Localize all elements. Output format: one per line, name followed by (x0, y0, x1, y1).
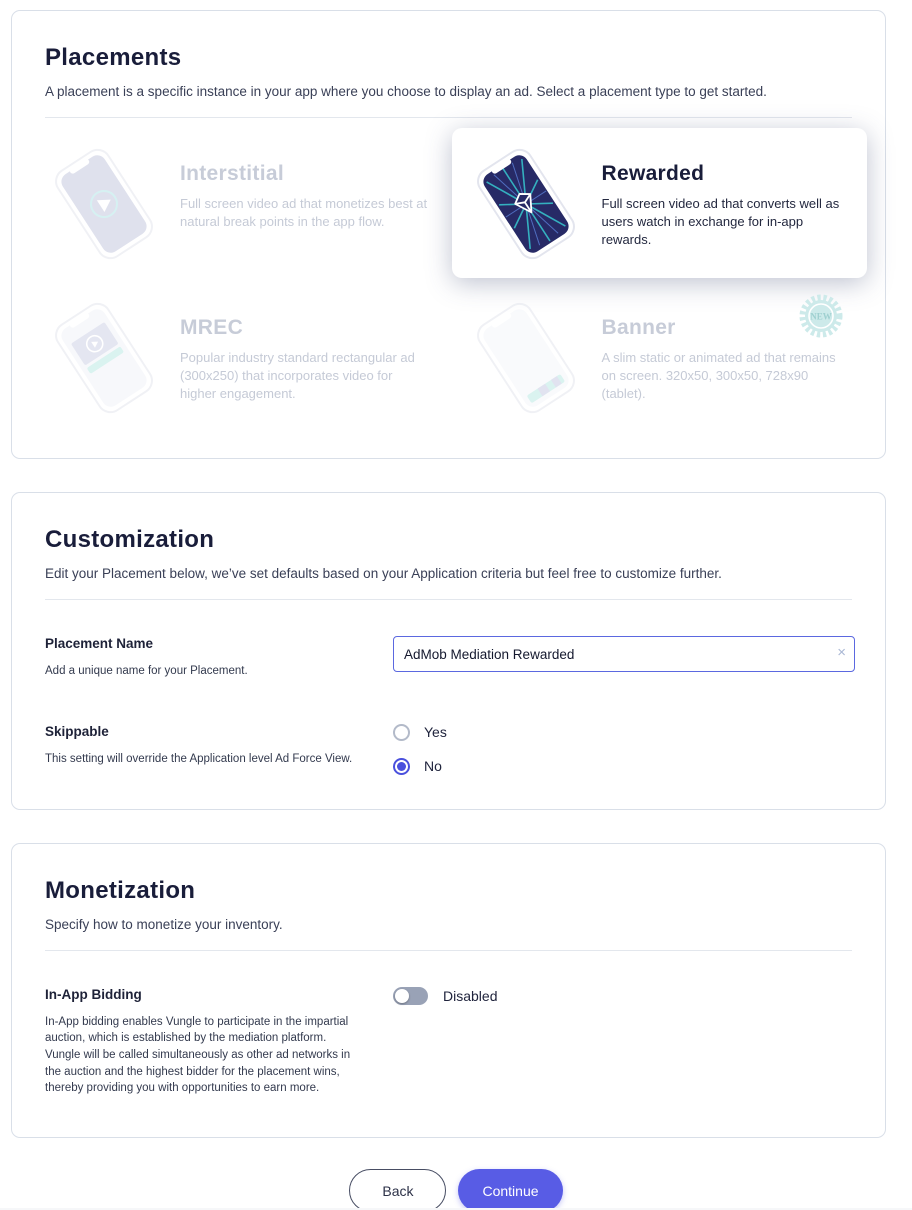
radio-checked-icon[interactable] (393, 758, 410, 775)
customization-card (11, 492, 886, 810)
new-badge (799, 294, 843, 338)
placement-option-interstitial[interactable] (30, 128, 446, 278)
in-app-bidding-label: In-App Bidding (45, 986, 142, 1002)
in-app-bidding-toggle[interactable] (393, 987, 428, 1005)
footer-actions (0, 1169, 912, 1210)
placement-name-control (393, 636, 855, 680)
placement-name-help: Add a unique name for your Placement. (45, 665, 248, 677)
mrec-phone-illustration (48, 304, 160, 412)
placements-subtitle: A placement is a specific instance in your app where you choose to display an ad. Select a placement type to get started. (45, 84, 767, 99)
in-app-bidding-toggle-wrap (393, 987, 852, 1005)
banner-phone-illustration (470, 304, 582, 412)
skippable-option-yes[interactable] (393, 724, 852, 741)
in-app-bidding-state: Disabled (443, 987, 498, 1004)
divider (45, 599, 852, 600)
monetization-subtitle: Specify how to monetize your inventory. (45, 916, 283, 932)
rewarded-text (602, 150, 850, 250)
placement-option-mrec[interactable] (30, 282, 446, 432)
placement-name-field-wrap (393, 636, 855, 672)
placement-name-label: Placement Name (45, 636, 154, 651)
back-button[interactable]: Back (349, 1169, 446, 1210)
skippable-option-no[interactable] (393, 758, 852, 775)
radio-unchecked-icon[interactable] (393, 724, 410, 741)
interstitial-text (180, 150, 428, 231)
toggle-knob (395, 989, 409, 1003)
skippable-help: This setting will override the Application level Ad Force View. (45, 752, 353, 765)
placement-name-input[interactable] (393, 636, 855, 672)
in-app-bidding-labels (45, 987, 393, 1097)
interstitial-title: Interstitial (180, 162, 284, 185)
placements-header (12, 11, 885, 99)
mrec-description: Popular industry standard rectangular ad (300x250) that incorporates video for higher engagement. (180, 350, 415, 402)
customization-header (12, 493, 885, 581)
new-badge-label: NEW (810, 311, 832, 322)
skippable-yes-label: Yes (424, 724, 447, 741)
skippable-control (393, 724, 852, 775)
customization-subtitle: Edit your Placement below, we’ve set defaults based on your Application criteria but feel free to customize further. (45, 566, 722, 581)
skippable-label: Skippable (45, 723, 109, 739)
rewarded-description: Full screen video ad that converts well as users watch in exchange for in-app rewards. (601, 196, 840, 248)
interstitial-phone-illustration (48, 150, 160, 258)
skippable-labels (45, 724, 393, 775)
placement-setup-page (0, 10, 912, 1210)
banner-title: Banner (601, 316, 676, 339)
divider (45, 950, 852, 951)
banner-description: A slim static or animated ad that remains on screen. 320x50, 300x50, 728x90 (tablet). (601, 350, 836, 402)
continue-button[interactable]: Continue (458, 1169, 562, 1210)
banner-text (602, 304, 850, 404)
placement-name-row (12, 636, 885, 680)
customization-title: Customization (45, 526, 215, 553)
monetization-header (12, 844, 885, 932)
clear-input-icon[interactable]: × (837, 644, 846, 661)
in-app-bidding-help: In-App bidding enables Vungle to participate in the impartial auction, which is established by the mediation platform. Vungle will be called simultaneously as other ad networks in the auction and the highest bidder for the placement wins, thereby providing you with opportunities to earn more. (45, 1015, 351, 1095)
placement-option-banner[interactable] (452, 282, 868, 432)
placements-title: Placements (45, 44, 182, 71)
placement-option-rewarded[interactable] (452, 128, 868, 278)
rewarded-title: Rewarded (601, 162, 705, 185)
placement-name-labels (45, 636, 393, 680)
skippable-row (12, 724, 885, 775)
interstitial-description: Full screen video ad that monetizes best at natural break points in the app flow. (180, 196, 428, 230)
in-app-bidding-row (12, 987, 885, 1097)
placements-card (11, 10, 886, 459)
mrec-text (180, 304, 428, 404)
mrec-title: MREC (180, 316, 244, 339)
in-app-bidding-control (393, 987, 852, 1097)
rewarded-phone-illustration (470, 150, 582, 258)
skippable-no-label: No (424, 758, 442, 775)
placement-type-grid (12, 118, 885, 432)
monetization-card (11, 843, 886, 1138)
monetization-title: Monetization (45, 876, 196, 904)
